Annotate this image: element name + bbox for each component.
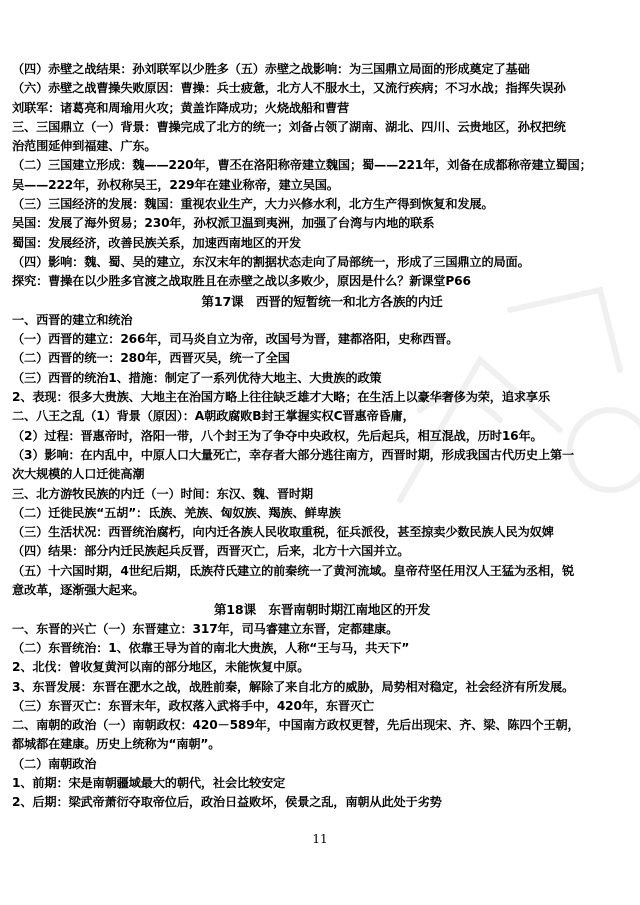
text-line: 二、八王之乱（1）背景（原因）：A朝政腐败B封王掌握实权C晋惠帝昏庸， [12,409,415,424]
text-line: 意改革，逐渐强大起来。 [12,583,145,598]
text-line: 1、前期：宋是南朝疆域最大的朝代，社会比较安定 [12,775,286,790]
text-line: （四）赤壁之战结果：孙刘联军以少胜多（五）赤壁之战影响：为三国鼎立局面的形成奠定了基础 [12,62,530,76]
text-line: （二）东晋统治：1、依靠王导为首的南北大贵族，人称“王与马，共天下” [12,640,410,655]
text-line: （四）结果：部分内迁民族起兵反晋，西晋灭亡，后来，北方十六国并立。 [12,544,410,559]
section-heading: 一、西晋的建立和统治 [12,312,133,327]
text-line: （六）赤壁之战曹操失败原因：曹操：兵士疲惫，北方人不服水土，又流行疾病；不习水战；指挥失误孙 [12,81,566,96]
text-line: 2、后期：梁武帝萧衍夺取帝位后，政治日益败坏，侯景之乱，南朝从此处于劣势 [12,795,442,810]
text-line: 蜀国：发展经济，改善民族关系，加速西南地区的开发 [12,235,301,250]
text-line: （一）西晋的建立：266年，司马炎自立为帝，改国号为晋，建都洛阳，史称西晋。 [12,332,459,347]
text-line: 刘联军：诸葛亮和周瑜用火攻；黄盖诈降成功；火烧战船和曹营 [12,100,350,115]
text-line: 次大规模的人口迁徙高潮 [12,467,145,482]
text-line: 三、北方游牧民族的内迁（一）时间：东汉、魏、晋时期 [12,486,313,501]
text-line: 2、表现：很多大贵族、大地主在治国方略上往往缺乏雄才大略；在生活上以豪华奢侈为荣，追求享乐 [12,390,550,405]
lesson-18-title: 第18课 东晋南朝时期江南地区的开发 [213,602,431,618]
text-line: （三）东晋灭亡：东晋末年，政权落入武将手中，420年，东晋灭亡 [12,698,375,713]
text-line: 治范围延伸到福建、广东。 [12,139,157,154]
text-line: 3、东晋发展：东晋在淝水之战，战胜前秦，解除了来自北方的威胁，局势相对稳定，社会经济有所发展。 [12,679,575,694]
text-line: （三）三国经济的发展：魏国：重视农业生产，大力兴修水利，北方生产得到恢复和发展。 [12,197,494,212]
text-line: 三、三国鼎立（一）背景：曹操完成了北方的统一；刘备占领了湖南、湖北、四川、云贵地区，孙权把统 [12,119,566,134]
text-line: （二）三国建立形成：魏——220年，曹丕在洛阳称帝建立魏国；蜀——221年，刘备在成都称帝建立蜀国； [12,158,592,173]
text-line: 探究：曹操在以少胜多官渡之战取胜且在赤壁之战以多败少，原因是什么？新课堂P66 [12,274,471,289]
text-line: 都城都在建康。历史上统称为“南朝”。 [12,737,221,752]
text-line: （二）西晋的统一：280年，西晋灭吴，统一了全国 [12,351,290,366]
text-line: （四）影响：魏、蜀、吴的建立，东汉末年的割据状态走向了局部统一，形成了三国鼎立的局面。 [12,254,530,269]
text-line: （五）十六国时期，4世纪后期，氐族苻氏建立的前秦统一了黄河流域。皇帝苻坚任用汉人王猛为丞相，锐 [12,563,575,578]
text-line: （三）西晋的统治1、措施：制定了一系列优待大地主、大贵族的政策 [12,370,382,385]
page-number: 11 [312,832,328,846]
text-line: 吴——222年，孙权称吴王，229年在建业称帝，建立吴国。 [12,177,339,192]
text-line: （三）生活状况：西晋统治腐朽，向内迁各族人民收取重税，征兵派役，甚至掠卖少数民族人民为奴婢 [12,525,554,540]
text-line: 吴国：发展了海外贸易；230年，孙权派卫温到夷洲，加强了台湾与内地的联系 [12,216,435,231]
text-line: 2、北伐：曾收复黄河以南的部分地区，未能恢复中原。 [12,660,310,675]
text-line: （二）迁徙民族“五胡”：氐族、羌族、匈奴族、羯族、鲜卑族 [12,505,341,520]
text-line: （3）影响：在内乱中，中原人口大量死亡，幸存者大部分逃往南方，西晋时期，形成我国古代历史上第一 [12,447,575,462]
text-line: （2）过程：晋惠帝时，洛阳一带，八个封王为了争夺中央政权，先后起兵，相互混战，历时16年。 [12,428,543,443]
text-line: 一、东晋的兴亡（一）东晋建立：317年，司马睿建立东晋，定都建康。 [12,621,399,636]
text-line: （二）南朝政治 [12,756,97,771]
text-line: 二、南朝的政治（一）南朝政权：420－589年，中国南方政权更替，先后出现宋、齐、梁、陈四个王朝， [12,718,580,733]
lesson-17-title: 第17课 西晋的短暂统一和北方各族的内迁 [201,293,443,309]
document-body [12,60,632,813]
